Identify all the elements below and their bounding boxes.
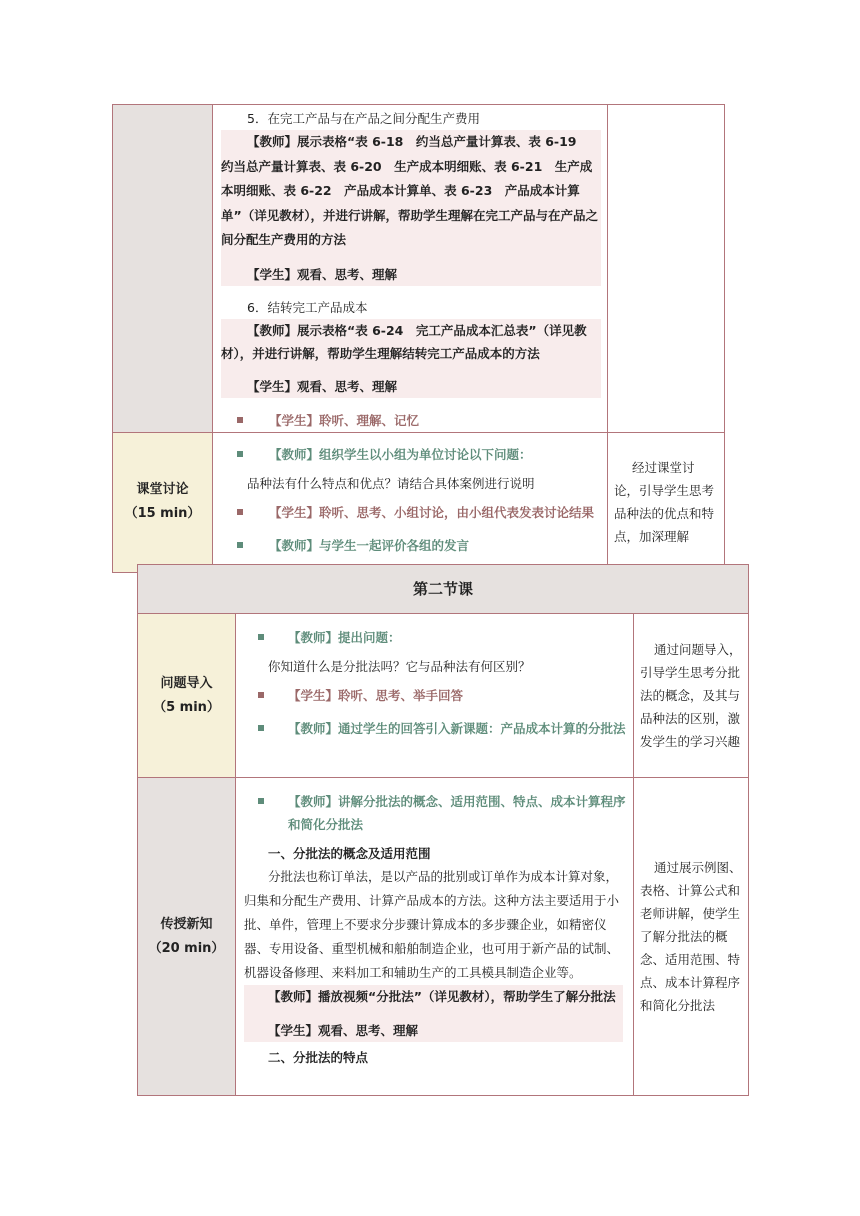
section-heading: 一、分批法的概念及适用范围 [268, 846, 431, 861]
right-cell [634, 614, 749, 778]
item5-heading: 5．在完工产品与在产品之间分配生产费用 [247, 111, 480, 126]
item5-teacher-text: 【教师】展示表格“表 6-18 约当总产量计算表、表 6-19 约当总产量计算表、表 6-20 生产成本明细账、表 6-21 生产成本明细账、表 6-22 产品成本计算单、表 6-23 产品成本计算单”（详见教材），并进行讲解，帮助学生理解在完工产品与在产品之间分配生产费用的方法 [221, 134, 598, 247]
bullet-text: 【学生】聆听、理解、记忆 [269, 412, 420, 428]
row-label: 传授新知 [160, 916, 213, 932]
table-row [138, 778, 749, 1096]
bullet-item [244, 717, 629, 740]
content-cell [236, 614, 634, 778]
purpose-text: 通过问题导入，引导学生思考分批法的概念，及其与品种法的区别，激发学生的学习兴趣 [640, 642, 742, 749]
teacher-block [244, 985, 623, 1042]
item6-student-text: 【学生】观看、思考、理解 [247, 378, 398, 394]
row-duration: （20 min） [148, 940, 225, 956]
bullet-item [221, 501, 607, 524]
purpose-text: 经过课堂讨论，引导学生思考品种法的优点和特点，加深理解 [614, 460, 715, 544]
bullet-item [244, 790, 629, 836]
bullet-text: 【学生】聆听、思考、小组讨论，由小组代表发表讨论结果 [269, 504, 595, 520]
bullet-text: 【教师】通过学生的回答引入新课题：产品成本计算的分批法 [288, 721, 626, 736]
table-row [138, 614, 749, 778]
item6-teacher-text: 【教师】展示表格“表 6-24 完工产品成本汇总表”（详见教材），并进行讲解，帮助学生理解结转完工产品成本的方法 [221, 322, 587, 361]
table-row [138, 565, 749, 614]
square-bullet-icon [237, 542, 243, 548]
lesson-table-part2 [137, 564, 749, 1096]
row-duration: （5 min） [153, 699, 220, 715]
section-heading: 二、分批法的特点 [268, 1050, 369, 1065]
bullet-text: 【教师】组织学生以小组为单位讨论以下问题： [269, 446, 532, 462]
bullet-item [221, 409, 607, 432]
row-label: 课堂讨论 [136, 482, 189, 497]
right-cell [608, 432, 725, 572]
row-duration: （15 min） [124, 506, 201, 521]
teacher-block [221, 319, 601, 398]
lesson-table-part1 [112, 104, 725, 573]
body-paragraph: 分批法也称订单法，是以产品的批别或订单作为成本计算对象，归集和分配生产费用、计算产品成本的方法。这种方法主要适用于小批、单件，管理上不要求分步骤计算成本的多步骤企业，如精密仪器、专用设备、重型机械和船舶制造企业，也可用于新产品的试制、机器设备修理、来料加工和辅助生产的工具模具制造企业等。 [244, 869, 620, 980]
bullet-item [221, 534, 607, 557]
intro-question: 你知道什么是分批法吗？它与品种法有何区别？ [268, 659, 531, 674]
item6-heading: 6．结转完工产品成本 [247, 299, 368, 315]
square-bullet-icon [258, 692, 264, 698]
right-cell [634, 778, 749, 1096]
bullet-text: 【学生】聆听、思考、举手回答 [288, 688, 464, 703]
square-bullet-icon [258, 725, 264, 731]
bullet-text: 【教师】提出问题： [288, 630, 401, 645]
row-label-cell [113, 432, 213, 572]
row-label: 问题导入 [160, 675, 213, 691]
item5-student-text: 【学生】观看、思考、理解 [247, 266, 398, 282]
content-cell [236, 778, 634, 1096]
row-label-cell [138, 614, 236, 778]
discussion-question: 品种法有什么特点和优点？请结合具体案例进行说明 [247, 475, 535, 491]
row-label-cell [113, 105, 213, 433]
square-bullet-icon [237, 509, 243, 515]
row-label-cell [138, 778, 236, 1096]
square-bullet-icon [258, 634, 264, 640]
table-row [113, 432, 725, 572]
square-bullet-icon [237, 451, 243, 457]
teacher-block [221, 130, 601, 286]
student-text: 【学生】观看、思考、理解 [268, 1023, 419, 1038]
bullet-item [244, 684, 629, 707]
square-bullet-icon [258, 798, 264, 804]
section-title: 第二节课 [138, 565, 749, 614]
bullet-text: 【教师】与学生一起评价各组的发言 [269, 537, 470, 553]
bullet-item [244, 626, 629, 649]
content-cell [213, 432, 608, 572]
right-cell [608, 105, 725, 433]
content-cell [213, 105, 608, 433]
purpose-text: 通过展示例图、表格、计算公式和老师讲解，使学生了解分批法的概念、适用范围、特点、成本计算程序和简化分批法 [640, 860, 742, 1013]
square-bullet-icon [237, 417, 243, 423]
teacher-video-text: 【教师】播放视频“分批法”（详见教材），帮助学生了解分批法 [268, 989, 616, 1004]
bullet-item [221, 443, 607, 466]
table-row [113, 105, 725, 433]
bullet-text: 【教师】讲解分批法的概念、适用范围、特点、成本计算程序和简化分批法 [288, 794, 626, 832]
